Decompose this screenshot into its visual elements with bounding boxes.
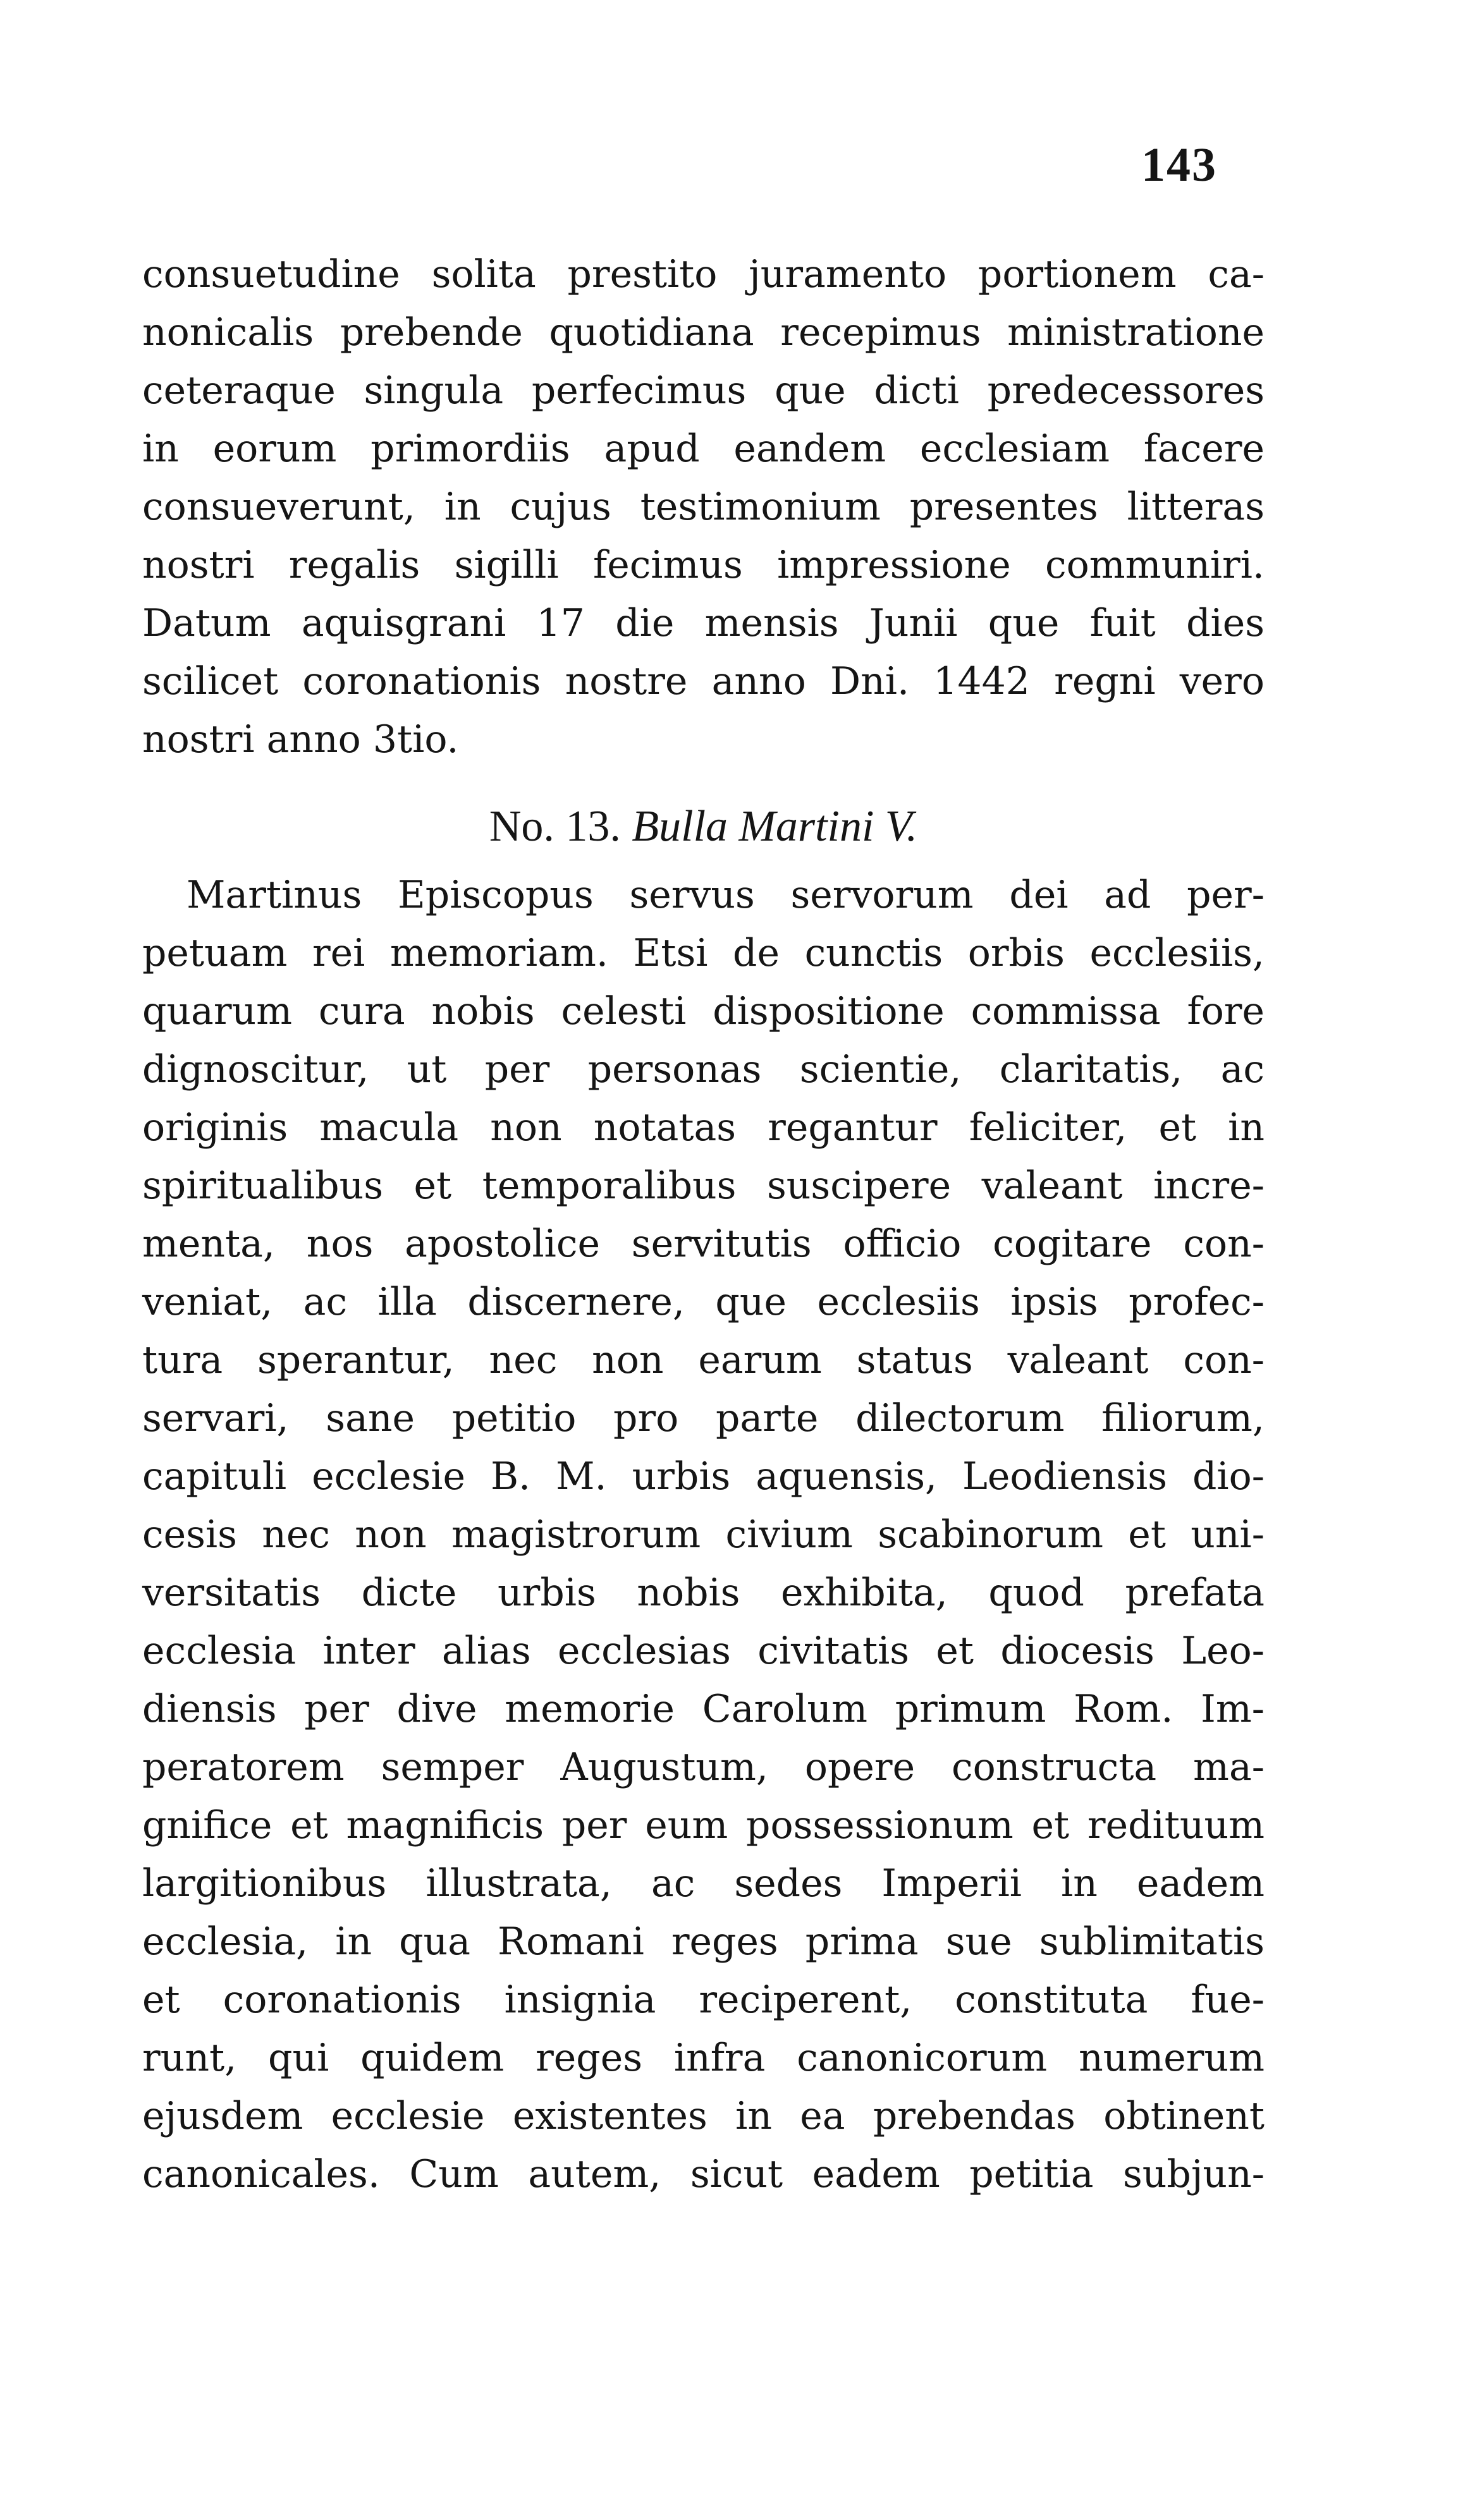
text-line: nonicalis prebende quotidiana recepimus ministratione bbox=[142, 310, 1265, 355]
text-line: runt, qui quidem reges infra canonicorum numerum bbox=[142, 2036, 1265, 2080]
bottom-paragraph bbox=[142, 866, 1265, 2203]
heading-title: Bulla Martini V. bbox=[632, 802, 918, 851]
text-line: diensis per dive memorie Carolum primum Rom. Im- bbox=[142, 1687, 1265, 1731]
page-number: 143 bbox=[1141, 138, 1217, 192]
text-line: dignoscitur, ut per personas scientie, claritatis, ac bbox=[142, 1047, 1265, 1092]
text-line: originis macula non notatas regantur feliciter, et in bbox=[142, 1105, 1265, 1150]
text-line: scilicet coronationis nostre anno Dni. 1442 regni vero bbox=[142, 659, 1265, 703]
text-line: tura sperantur, nec non earum status valeant con- bbox=[142, 1338, 1265, 1382]
text-line: spiritualibus et temporalibus suscipere valeant incre- bbox=[142, 1164, 1265, 1208]
text-line: quarum cura nobis celesti dispositione commissa fore bbox=[142, 989, 1265, 1033]
top-paragraph bbox=[142, 245, 1265, 769]
text-line: in eorum primordiis apud eandem ecclesiam facere bbox=[142, 427, 1265, 471]
text-line: capituli ecclesie B. M. urbis aquensis, Leodiensis dio- bbox=[142, 1454, 1265, 1499]
text-line: consueverunt, in cujus testimonium presentes litteras bbox=[142, 485, 1265, 529]
heading-number: No. 13. bbox=[489, 802, 621, 851]
text-line: menta, nos apostolice servitutis officio cogitare con- bbox=[142, 1222, 1265, 1266]
text-line: servari, sane petitio pro parte dilectorum filiorum, bbox=[142, 1396, 1265, 1440]
text-line: Martinus Episcopus servus servorum dei ad per- bbox=[187, 873, 1265, 917]
text-line: nostri regalis sigilli fecimus impressione communiri. bbox=[142, 543, 1265, 587]
text-line: ejusdem ecclesie existentes in ea prebendas obtinent bbox=[142, 2094, 1265, 2138]
text-line: ecclesia, in qua Romani reges prima sue sublimitatis bbox=[142, 1920, 1265, 1964]
text-line: peratorem semper Augustum, opere constructa ma- bbox=[142, 1745, 1265, 1789]
text-line: canonicales. Cum autem, sicut eadem petitia subjun- bbox=[142, 2152, 1265, 2196]
text-line: versitatis dicte urbis nobis exhibita, quod prefata bbox=[142, 1571, 1265, 1615]
text-line: ecclesia inter alias ecclesias civitatis et diocesis Leo- bbox=[142, 1629, 1265, 1673]
text-line: largitionibus illustrata, ac sedes Imperii in eadem bbox=[142, 1861, 1265, 1906]
text-line: consuetudine solita prestito juramento portionem ca- bbox=[142, 252, 1265, 296]
text-line: petuam rei memoriam. Etsi de cunctis orbis ecclesiis, bbox=[142, 931, 1265, 975]
text-line: Datum aquisgrani 17 die mensis Junii que fuit dies bbox=[142, 601, 1265, 645]
text-line: et coronationis insignia reciperent, constituta fue- bbox=[142, 1978, 1265, 2022]
text-line: veniat, ac illa discernere, que ecclesiis ipsis profec- bbox=[142, 1280, 1265, 1324]
text-line: gnifice et magnificis per eum possessionum et redituum bbox=[142, 1803, 1265, 1847]
text-line: nostri anno 3tio. bbox=[142, 717, 459, 762]
text-line: ceteraque singula perfecimus que dicti predecessores bbox=[142, 368, 1265, 413]
text-line: cesis nec non magistrorum civium scabinorum et uni- bbox=[142, 1513, 1265, 1557]
section-heading bbox=[142, 798, 1265, 856]
